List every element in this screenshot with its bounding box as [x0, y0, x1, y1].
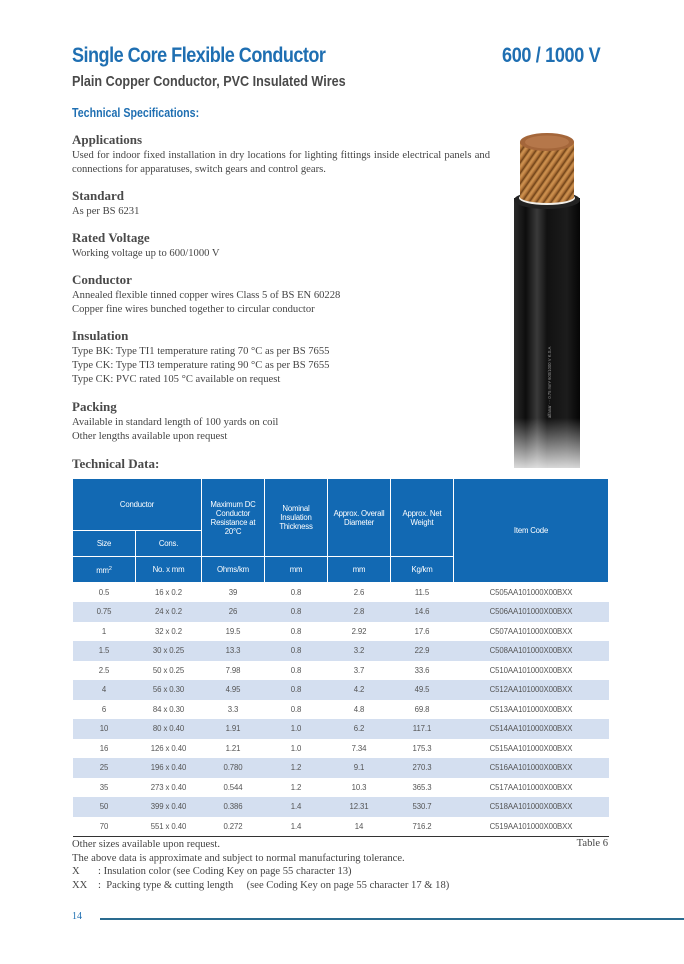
cell-size: 35 — [99, 782, 109, 792]
cell-weight: 17.6 — [414, 626, 430, 636]
conductor-section — [72, 272, 490, 317]
packing-section — [72, 399, 490, 444]
standard-heading: Standard — [72, 188, 125, 203]
standard-text: As per BS 6231 — [72, 206, 140, 217]
cell-resistance: 3.3 — [227, 704, 239, 714]
cell-cons: 56 x 0.30 — [136, 680, 202, 700]
cell-cons: 84 x 0.30 — [152, 704, 185, 714]
cell-item-code: C516AA101000X00BXX — [454, 758, 609, 778]
table-label: Table 6 — [576, 838, 608, 849]
table-row — [73, 641, 609, 661]
footer-divider — [100, 918, 684, 920]
note-xx-text: : Packing type & cutting length (see Coding Key on page 55 character 17 & 18) — [98, 879, 450, 891]
cell-weight: 716.2 — [391, 817, 454, 837]
cell-cons: 551 x 0.40 — [136, 817, 202, 837]
insulation-text-1: Type BK: Type TI1 temperature rating 70 °C as per BS 7655 — [72, 346, 330, 357]
note-x-text: : Insulation color (see Coding Key on page 55 character 13) — [98, 866, 352, 877]
unit-size — [73, 557, 136, 583]
table-row — [73, 739, 609, 759]
cell-cons: 30 x 0.25 — [136, 641, 202, 661]
cell-insulation: 0.8 — [265, 641, 328, 661]
cell-resistance: 0.386 — [202, 797, 265, 817]
unit-diameter: mm — [328, 557, 391, 583]
cell-item-code: C505AA101000X00BXX — [489, 588, 573, 597]
cell-size: 50 — [73, 797, 136, 817]
cell-resistance: 19.5 — [225, 626, 241, 636]
cell-insulation: 0.8 — [265, 602, 328, 622]
cell-resistance: 7.98 — [225, 665, 241, 675]
cell-cons: 50 x 0.25 — [152, 665, 185, 675]
cell-diameter: 6.2 — [328, 719, 391, 739]
rated-voltage-section — [72, 230, 490, 261]
cell-diameter: 7.34 — [351, 743, 367, 753]
table-row — [73, 797, 609, 817]
packing-heading: Packing — [72, 399, 117, 414]
packing-text-1: Available in standard length of 100 yards on coil — [72, 417, 279, 428]
cell-diameter: 4.8 — [353, 704, 365, 714]
cell-item-code: C519AA101000X00BXX — [454, 817, 609, 837]
table-row — [73, 661, 609, 681]
page-title: Single Core Flexible Conductor — [72, 44, 326, 67]
header-insulation-thickness: Nominal Insulation Thickness — [265, 479, 328, 557]
cell-item-code: C510AA101000X00BXX — [489, 665, 573, 675]
cell-diameter: 3.2 — [328, 641, 391, 661]
cell-resistance: 1.91 — [202, 719, 265, 739]
cell-item-code: C513AA101000X00BXX — [489, 704, 573, 714]
cell-weight: 14.6 — [391, 602, 454, 622]
note-x-key — [72, 865, 608, 879]
cell-size: 16 — [99, 743, 109, 753]
cell-insulation: 1.0 — [265, 719, 328, 739]
table-row — [73, 778, 609, 798]
table-row — [73, 719, 609, 739]
cell-diameter: 3.7 — [353, 665, 365, 675]
cell-cons: 16 x 0.2 — [155, 588, 182, 597]
cell-insulation: 1.0 — [290, 743, 302, 753]
cell-insulation: 0.8 — [265, 680, 328, 700]
conductor-text-1: Annealed flexible tinned copper wires Class 5 of BS EN 60228 — [72, 290, 341, 301]
table-notes — [72, 838, 608, 892]
cell-size: 1.5 — [73, 641, 136, 661]
applications-text: Used for indoor fixed installation in dry locations for lighting fittings inside electrical panels and connections for apparatuses, switch gears and control gears. — [72, 150, 490, 175]
note-xx-key — [72, 879, 608, 893]
unit-cons: No. x mm — [136, 557, 202, 583]
insulation-text-2: Type CK: Type TI3 temperature rating 90 °C as per BS 7655 — [72, 360, 330, 371]
packing-text-2: Other lengths available upon request — [72, 431, 228, 442]
table-row — [73, 680, 609, 700]
table-row — [73, 758, 609, 778]
header-size: Size — [73, 531, 136, 557]
cell-item-code: C518AA101000X00BXX — [454, 797, 609, 817]
unit-weight: Kg/km — [391, 557, 454, 583]
cell-size: 6 — [101, 704, 107, 714]
note-xx-label: XX — [72, 879, 88, 891]
cell-size: 70 — [73, 817, 136, 837]
unit-resistance: Ohms/km — [202, 557, 265, 583]
cell-diameter: 10.3 — [351, 782, 367, 792]
cell-insulation: 0.8 — [290, 626, 302, 636]
cell-weight: 530.7 — [391, 797, 454, 817]
cell-item-code: C515AA101000X00BXX — [489, 743, 573, 753]
cell-item-code: C508AA101000X00BXX — [454, 641, 609, 661]
cell-resistance: 13.3 — [202, 641, 265, 661]
cell-diameter: 2.8 — [328, 602, 391, 622]
cell-weight: 365.3 — [412, 782, 432, 792]
applications-section — [72, 132, 490, 177]
cell-size: 1 — [101, 626, 107, 636]
cell-resistance: 0.544 — [223, 782, 243, 792]
cell-insulation: 1.2 — [290, 782, 302, 792]
cell-item-code: C514AA101000X00BXX — [454, 719, 609, 739]
rated-voltage-heading: Rated Voltage — [72, 230, 150, 245]
copper-conductor — [520, 133, 574, 203]
cell-diameter: 4.2 — [328, 680, 391, 700]
cell-cons: 32 x 0.2 — [155, 626, 182, 636]
cell-weight: 175.3 — [412, 743, 432, 753]
cell-resistance: 0.272 — [202, 817, 265, 837]
cell-size: 0.75 — [73, 602, 136, 622]
header-conductor: Conductor — [73, 479, 202, 531]
cell-insulation: 1.4 — [265, 817, 328, 837]
cell-cons: 196 x 0.40 — [136, 758, 202, 778]
cell-size: 2.5 — [98, 665, 110, 675]
cell-diameter: 2.92 — [351, 626, 367, 636]
cell-insulation: 0.8 — [290, 588, 302, 597]
table-row — [73, 583, 609, 603]
cell-weight: 49.5 — [391, 680, 454, 700]
rated-voltage-text: Working voltage up to 600/1000 V — [72, 248, 220, 259]
cable-product-image — [500, 118, 610, 478]
standard-section — [72, 188, 490, 219]
cable-print-text: alfanar ··· 0.75 mm² 600/1000 V K.S.A — [547, 346, 552, 418]
conductor-heading: Conductor — [72, 272, 132, 287]
cell-insulation: 0.8 — [290, 704, 302, 714]
unit-size-base: mm — [96, 565, 109, 575]
cell-insulation: 1.4 — [265, 797, 328, 817]
cell-weight: 22.9 — [391, 641, 454, 661]
cell-weight: 117.1 — [391, 719, 454, 739]
note-tolerance: The above data is approximate and subject to normal manufacturing tolerance. — [72, 852, 405, 864]
cell-weight: 33.6 — [414, 665, 430, 675]
insulation-section — [72, 328, 490, 387]
insulation-heading: Insulation — [72, 328, 129, 343]
cell-diameter: 2.6 — [353, 588, 365, 597]
page-subtitle: Plain Copper Conductor, PVC Insulated Wires — [72, 73, 346, 90]
header-item-code: Item Code — [454, 479, 609, 583]
header-cons: Cons. — [136, 531, 202, 557]
unit-size-exp: 2 — [108, 565, 112, 572]
cell-resistance: 4.95 — [202, 680, 265, 700]
cell-resistance: 39 — [228, 588, 238, 597]
cell-item-code: C506AA101000X00BXX — [454, 602, 609, 622]
technical-data-heading: Technical Data: — [72, 456, 160, 471]
header-overall-diameter: Approx. Overall Diameter — [328, 479, 391, 557]
cell-weight: 270.3 — [391, 758, 454, 778]
table-row — [73, 700, 609, 720]
cell-diameter: 14 — [328, 817, 391, 837]
cell-item-code: C517AA101000X00BXX — [489, 782, 573, 792]
header-resistance: Maximum DC Conductor Resistance at 20°C — [202, 479, 265, 557]
cell-size: 25 — [73, 758, 136, 778]
cell-resistance: 0.780 — [202, 758, 265, 778]
note-other-sizes: Other sizes available upon request. — [72, 839, 220, 850]
cell-resistance: 1.21 — [225, 743, 241, 753]
page-number: 14 — [72, 911, 82, 922]
conductor-text-2: Copper fine wires bunched together to circular conductor — [72, 304, 315, 315]
applications-heading: Applications — [72, 132, 143, 147]
cell-resistance: 26 — [202, 602, 265, 622]
cell-cons: 273 x 0.40 — [150, 782, 187, 792]
cell-cons: 399 x 0.40 — [136, 797, 202, 817]
cell-item-code: C512AA101000X00BXX — [454, 680, 609, 700]
cell-diameter: 12.31 — [328, 797, 391, 817]
technical-data-table — [72, 478, 609, 837]
cell-size: 0.5 — [98, 588, 110, 597]
header-net-weight: Approx. Net Weight — [391, 479, 454, 557]
table-row — [73, 622, 609, 642]
unit-insulation: mm — [265, 557, 328, 583]
cell-size: 10 — [73, 719, 136, 739]
cell-cons: 24 x 0.2 — [136, 602, 202, 622]
note-x-label: X — [72, 866, 80, 877]
cell-size: 4 — [73, 680, 136, 700]
insulation-text-3: Type CK: PVC rated 105 °C available on request — [72, 374, 281, 385]
cell-weight: 11.5 — [414, 588, 430, 597]
technical-specifications-heading: Technical Specifications: — [72, 105, 200, 120]
table-row — [73, 602, 609, 622]
cell-cons: 80 x 0.40 — [136, 719, 202, 739]
table-row — [73, 817, 609, 837]
cell-cons: 126 x 0.40 — [150, 743, 187, 753]
cell-insulation: 0.8 — [290, 665, 302, 675]
cell-weight: 69.8 — [414, 704, 430, 714]
cell-item-code: C507AA101000X00BXX — [489, 626, 573, 636]
voltage-rating: 600 / 1000 V — [501, 44, 600, 67]
cell-diameter: 9.1 — [328, 758, 391, 778]
cell-insulation: 1.2 — [265, 758, 328, 778]
